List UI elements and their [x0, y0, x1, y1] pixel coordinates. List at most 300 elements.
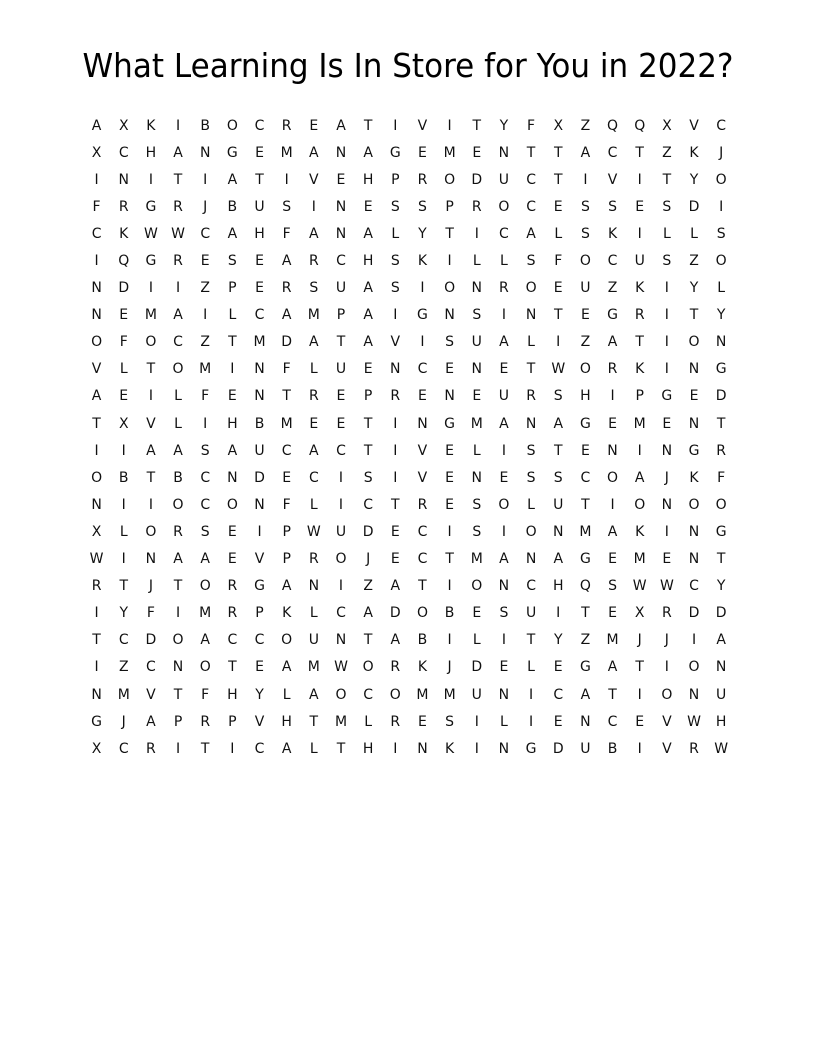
grid-letter: V — [662, 740, 672, 757]
grid-letter: I — [393, 469, 398, 486]
grid-letter: S — [200, 523, 210, 540]
grid-letter: F — [282, 225, 291, 242]
grid-letter: S — [716, 225, 726, 242]
grid-letter: K — [689, 469, 699, 486]
grid-letter: V — [417, 117, 428, 134]
grid-letter: C — [607, 253, 618, 270]
grid-letter: M — [280, 415, 293, 432]
grid-letter: T — [553, 442, 563, 459]
grid-letter: C — [716, 117, 727, 134]
grid-letter: V — [146, 686, 156, 703]
grid-letter: M — [470, 551, 483, 568]
grid-letter: B — [444, 605, 455, 622]
grid-letter: S — [472, 496, 482, 513]
grid-letter: N — [444, 388, 455, 405]
grid-letter: E — [390, 551, 400, 568]
grid-letter: A — [363, 605, 373, 622]
grid-letter: N — [552, 523, 564, 540]
grid-letter: C — [336, 442, 346, 459]
grid-letter: N — [91, 280, 102, 297]
grid-letter: E — [499, 469, 509, 486]
grid-letter: O — [444, 280, 456, 297]
grid-letter: I — [94, 171, 99, 188]
grid-letter: U — [498, 171, 510, 188]
grid-letter: I — [583, 171, 588, 188]
grid-letter: E — [635, 713, 645, 730]
grid-letter: I — [501, 442, 506, 459]
grid-letter: A — [91, 117, 102, 134]
grid-letter: T — [608, 686, 617, 703]
grid-letter: M — [253, 334, 266, 351]
grid-letter: N — [308, 578, 320, 595]
grid-letter: I — [664, 280, 669, 297]
grid-letter: L — [662, 225, 671, 242]
grid-letter: T — [146, 469, 156, 486]
grid-letter: R — [499, 280, 509, 297]
grid-letter: S — [200, 442, 210, 459]
grid-letter: P — [282, 523, 291, 540]
grid-letter: S — [580, 225, 590, 242]
grid-letter: A — [363, 334, 373, 351]
grid-letter: A — [499, 551, 509, 568]
grid-letter: B — [118, 469, 129, 486]
grid-letter: T — [92, 415, 101, 432]
grid-letter: C — [146, 659, 156, 676]
grid-letter: T — [363, 415, 373, 432]
grid-letter: L — [282, 686, 291, 703]
grid-letter: A — [200, 551, 210, 568]
grid-letter: A — [281, 253, 292, 270]
grid-letter: E — [472, 388, 482, 405]
grid-letter: H — [715, 713, 727, 730]
grid-row — [83, 410, 735, 437]
grid-letter: I — [121, 442, 126, 459]
grid-letter: Q — [607, 117, 619, 134]
grid-letter: G — [715, 523, 727, 540]
grid-letter: C — [173, 334, 183, 351]
grid-letter: N — [335, 198, 347, 215]
grid-letter: A — [281, 578, 292, 595]
grid-letter: D — [688, 605, 700, 622]
grid-letter: N — [525, 415, 537, 432]
grid-letter: N — [91, 686, 102, 703]
grid-letter: I — [447, 578, 452, 595]
grid-letter: O — [634, 496, 646, 513]
grid-letter: Y — [499, 117, 509, 134]
grid-letter: C — [526, 578, 536, 595]
grid-letter: I — [637, 686, 642, 703]
grid-letter: A — [281, 307, 292, 324]
grid-letter: T — [581, 605, 590, 622]
grid-letter: T — [553, 171, 563, 188]
grid-letter: D — [471, 171, 483, 188]
word-search-grid — [83, 112, 735, 762]
grid-letter: A — [390, 578, 401, 595]
grid-letter: T — [391, 496, 400, 513]
grid-letter: P — [445, 198, 454, 215]
grid-letter: S — [282, 198, 292, 215]
grid-letter: I — [474, 713, 479, 730]
grid-letter: V — [91, 361, 102, 378]
grid-letter: L — [309, 740, 318, 757]
grid-letter: E — [227, 551, 237, 568]
grid-letter: D — [715, 605, 727, 622]
grid-letter: O — [471, 578, 483, 595]
grid-letter: V — [689, 117, 699, 134]
grid-letter: Y — [689, 171, 699, 188]
grid-letter: K — [445, 740, 455, 757]
grid-letter: Y — [255, 686, 264, 703]
grid-row — [83, 708, 735, 735]
grid-letter: I — [501, 523, 506, 540]
grid-row — [83, 546, 735, 573]
grid-letter: T — [363, 442, 373, 459]
grid-letter: Y — [418, 225, 427, 242]
grid-letter: O — [715, 496, 727, 513]
grid-letter: A — [607, 334, 618, 351]
grid-letter: R — [607, 361, 618, 378]
grid-letter: J — [637, 632, 642, 649]
grid-letter: E — [662, 551, 672, 568]
grid-letter: A — [146, 713, 156, 730]
grid-letter: E — [255, 280, 264, 297]
grid-row — [83, 491, 735, 518]
grid-row — [83, 383, 735, 410]
grid-letter: I — [338, 496, 344, 513]
grid-letter: R — [716, 442, 727, 459]
grid-letter: A — [146, 442, 156, 459]
grid-letter: A — [580, 144, 591, 161]
grid-letter: F — [554, 253, 563, 270]
grid-letter: S — [445, 334, 455, 351]
grid-letter: N — [172, 659, 184, 676]
grid-letter: E — [580, 442, 590, 459]
grid-letter: T — [92, 632, 101, 649]
grid-letter: L — [472, 253, 481, 270]
grid-letter: I — [148, 496, 153, 513]
grid-letter: Z — [580, 117, 591, 134]
grid-letter: V — [662, 713, 672, 730]
grid-letter: L — [174, 388, 182, 405]
grid-letter: E — [472, 605, 482, 622]
grid-letter: R — [390, 388, 401, 405]
page-title: What Learning Is In Store for You in 2022? — [82, 46, 734, 85]
grid-letter: I — [393, 307, 398, 324]
grid-letter: C — [200, 496, 211, 513]
grid-letter: C — [227, 632, 238, 649]
grid-letter: I — [637, 225, 642, 242]
grid-letter: C — [526, 198, 536, 215]
grid-letter: H — [552, 578, 564, 595]
grid-letter: U — [471, 686, 482, 703]
grid-letter: S — [662, 198, 672, 215]
grid-letter: G — [715, 361, 727, 378]
grid-letter: E — [255, 144, 264, 161]
grid-letter: I — [691, 632, 697, 649]
grid-letter: X — [91, 740, 102, 757]
grid-letter: I — [447, 253, 452, 270]
grid-letter: R — [281, 280, 292, 297]
grid-letter: C — [417, 361, 428, 378]
grid-letter: C — [118, 632, 129, 649]
grid-letter: E — [227, 388, 237, 405]
grid-letter: A — [309, 442, 319, 459]
grid-letter: S — [390, 198, 400, 215]
grid-letter: E — [282, 469, 292, 486]
grid-letter: L — [309, 605, 318, 622]
grid-letter: A — [173, 307, 183, 324]
grid-letter: C — [499, 225, 509, 242]
grid-letter: S — [472, 523, 482, 540]
grid-letter: H — [362, 740, 374, 757]
grid-row — [83, 139, 735, 166]
grid-letter: F — [201, 686, 210, 703]
grid-letter: I — [719, 198, 724, 215]
grid-letter: C — [553, 686, 564, 703]
grid-letter: N — [118, 171, 129, 188]
grid-row — [83, 220, 735, 247]
grid-letter: T — [445, 225, 454, 242]
grid-letter: R — [390, 659, 401, 676]
grid-letter: R — [281, 117, 292, 134]
grid-letter: O — [525, 280, 537, 297]
grid-letter: I — [94, 659, 99, 676]
grid-letter: E — [390, 523, 400, 540]
grid-letter: N — [688, 415, 700, 432]
grid-letter: S — [526, 442, 536, 459]
grid-letter: T — [173, 686, 183, 703]
grid-letter: E — [553, 713, 563, 730]
grid-letter: U — [335, 523, 347, 540]
grid-letter: J — [447, 659, 452, 676]
grid-letter: B — [227, 198, 238, 215]
grid-letter: I — [474, 740, 479, 757]
grid-letter: R — [634, 307, 645, 324]
grid-letter: A — [309, 144, 319, 161]
grid-letter: G — [417, 307, 428, 324]
grid-letter: E — [255, 659, 264, 676]
grid-letter: T — [526, 361, 536, 378]
grid-letter: M — [117, 686, 130, 703]
grid-letter: A — [227, 171, 238, 188]
grid-letter: N — [145, 551, 157, 568]
grid-letter: I — [203, 171, 208, 188]
grid-letter: T — [282, 388, 291, 405]
grid-letter: N — [91, 307, 102, 324]
grid-letter: L — [391, 225, 400, 242]
grid-letter: J — [203, 198, 208, 215]
grid-letter: F — [282, 361, 291, 378]
grid-letter: T — [581, 496, 590, 513]
grid-letter: P — [391, 171, 400, 188]
grid-letter: E — [608, 551, 617, 568]
grid-letter: X — [553, 117, 564, 134]
grid-letter: A — [363, 144, 373, 161]
grid-letter: F — [282, 496, 291, 513]
grid-letter: M — [443, 144, 456, 161]
grid-letter: A — [580, 686, 591, 703]
grid-letter: O — [661, 686, 673, 703]
grid-letter: M — [307, 307, 320, 324]
grid-letter: I — [121, 551, 126, 568]
grid-row — [83, 356, 735, 383]
grid-letter: V — [309, 171, 319, 188]
grid-letter: N — [688, 361, 700, 378]
grid-letter: A — [281, 740, 292, 757]
grid-letter: C — [254, 632, 265, 649]
grid-letter: R — [390, 713, 401, 730]
grid-letter: O — [226, 117, 238, 134]
grid-letter: D — [471, 659, 483, 676]
grid-letter: M — [280, 144, 293, 161]
grid-letter: S — [472, 307, 482, 324]
grid-row — [83, 518, 735, 545]
grid-letter: N — [715, 334, 727, 351]
grid-letter: I — [393, 740, 398, 757]
grid-letter: A — [526, 225, 536, 242]
grid-letter: T — [363, 117, 373, 134]
grid-letter: O — [688, 496, 700, 513]
grid-letter: S — [499, 605, 509, 622]
grid-letter: O — [579, 253, 591, 270]
grid-letter: T — [228, 334, 237, 351]
grid-letter: P — [336, 307, 346, 324]
grid-letter: N — [444, 307, 455, 324]
grid-letter: T — [635, 659, 644, 676]
grid-letter: Y — [119, 605, 129, 622]
grid-letter: T — [228, 659, 237, 676]
grid-letter: I — [420, 334, 425, 351]
grid-letter: I — [637, 442, 642, 459]
grid-row — [83, 654, 735, 681]
grid-letter: O — [145, 523, 157, 540]
grid-letter: V — [146, 415, 156, 432]
grid-letter: C — [580, 469, 591, 486]
grid-letter: S — [390, 280, 400, 297]
grid-letter: F — [92, 198, 101, 215]
grid-letter: O — [335, 686, 347, 703]
grid-row — [83, 193, 735, 220]
grid-letter: B — [254, 415, 265, 432]
grid-letter: S — [608, 578, 617, 595]
grid-letter: K — [635, 280, 645, 297]
grid-row — [83, 166, 735, 193]
grid-letter: I — [556, 334, 561, 351]
grid-letter: O — [199, 578, 211, 595]
grid-letter: O — [199, 659, 211, 676]
grid-row — [83, 437, 735, 464]
grid-letter: Z — [200, 280, 210, 297]
grid-letter: E — [499, 659, 509, 676]
grid-letter: I — [664, 361, 669, 378]
grid-letter: I — [664, 334, 669, 351]
grid-letter: I — [447, 632, 452, 649]
grid-letter: P — [282, 551, 291, 568]
grid-letter: J — [121, 713, 126, 730]
grid-letter: W — [171, 225, 185, 242]
grid-letter: N — [498, 578, 510, 595]
grid-letter: Z — [689, 253, 699, 270]
grid-letter: E — [418, 713, 427, 730]
grid-letter: T — [119, 578, 129, 595]
grid-letter: O — [498, 198, 510, 215]
grid-letter: A — [607, 659, 618, 676]
grid-letter: S — [390, 253, 400, 270]
grid-letter: K — [146, 117, 156, 134]
grid-letter: N — [417, 415, 428, 432]
grid-letter: Z — [118, 659, 129, 676]
grid-letter: C — [254, 307, 265, 324]
grid-letter: O — [172, 632, 184, 649]
grid-letter: I — [175, 605, 181, 622]
grid-letter: O — [498, 496, 510, 513]
grid-letter: R — [173, 253, 183, 270]
grid-letter: A — [91, 388, 102, 405]
grid-letter: C — [363, 686, 374, 703]
grid-letter: N — [199, 144, 211, 161]
grid-letter: T — [363, 632, 373, 649]
grid-letter: N — [227, 469, 238, 486]
grid-letter: V — [254, 713, 265, 730]
grid-letter: S — [363, 469, 373, 486]
grid-letter: L — [527, 334, 535, 351]
grid-letter: T — [553, 307, 563, 324]
grid-letter: E — [689, 388, 699, 405]
grid-letter: E — [255, 253, 264, 270]
grid-letter: R — [146, 740, 156, 757]
grid-letter: I — [148, 171, 153, 188]
grid-letter: M — [307, 659, 320, 676]
grid-letter: S — [445, 713, 455, 730]
grid-letter: J — [148, 578, 153, 595]
grid-letter: E — [119, 388, 129, 405]
grid-letter: Q — [579, 578, 591, 595]
grid-letter: G — [607, 307, 618, 324]
grid-letter: N — [661, 496, 673, 513]
grid-letter: T — [336, 740, 346, 757]
grid-letter: N — [471, 469, 482, 486]
grid-letter: N — [688, 523, 700, 540]
grid-letter: U — [580, 740, 591, 757]
grid-letter: A — [363, 225, 373, 242]
grid-letter: G — [145, 253, 157, 270]
grid-letter: L — [309, 496, 318, 513]
grid-letter: U — [553, 496, 564, 513]
grid-letter: E — [336, 171, 346, 188]
grid-letter: P — [228, 280, 237, 297]
grid-letter: J — [664, 469, 669, 486]
grid-letter: G — [661, 388, 673, 405]
grid-letter: H — [227, 686, 238, 703]
grid-letter: A — [363, 280, 373, 297]
grid-letter: E — [200, 253, 210, 270]
grid-letter: T — [418, 578, 427, 595]
grid-letter: M — [443, 686, 456, 703]
grid-letter: K — [417, 659, 428, 676]
grid-letter: A — [173, 144, 183, 161]
grid-letter: W — [714, 740, 729, 757]
grid-letter: I — [501, 307, 506, 324]
grid-letter: I — [556, 605, 561, 622]
grid-letter: H — [254, 225, 265, 242]
grid-letter: I — [664, 307, 669, 324]
grid-letter: K — [282, 605, 292, 622]
grid-letter: E — [580, 307, 590, 324]
grid-letter: I — [230, 740, 235, 757]
grid-letter: W — [334, 659, 348, 676]
grid-letter: P — [255, 605, 264, 622]
grid-letter: A — [553, 415, 564, 432]
